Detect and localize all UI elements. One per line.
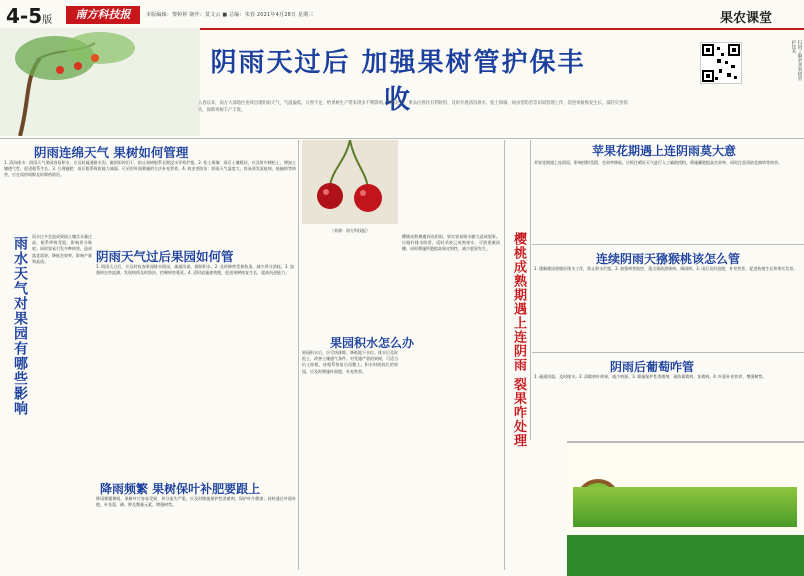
newspaper-logo: 南方科技报 [66, 6, 140, 24]
dateline: 本版编辑：黎婷婷 制作：莫文云 ■ 总编：朱春 2021年4月28日 星期三 [146, 12, 314, 18]
section-body-rain-effects: 雨水过多会造成果园土壤含水量过高，根系呼吸受阻，影响养分吸收；同时容易引发多种病害，造成落花落果，降低坐果率，影响产量和品质。 [32, 234, 92, 264]
column-divider [504, 140, 505, 570]
section-body-kiwi: 1. 猕猴桃园要做好排水工作，防止积水烂根。2. 加强病害防控，重点预防溃疡病、褐斑病。3. 雨后及时追肥，补充营养，促进枝梢生长和果实发育。 [534, 266, 798, 271]
section-body-apple-flower: 苹果花期遇上连阴雨，影响授粉受精，坐果率降低。应抓住晴好天气进行人工辅助授粉，喷施硼肥提高坐果率，同时注意预防花腐病等病害。 [534, 160, 782, 165]
divider [532, 244, 804, 245]
ad-brand-banner [573, 487, 797, 527]
section-body-after-rain: 1. 阴雨天过后，应及时检查果园排水情况，疏通沟渠，排除积水。2. 及时修剪受损枝条，减少养分消耗。3. 加强病虫害监测，发现病情及时防治，控制病害蔓延。4. 适时追施速效肥，促进果树恢复生长，提高抗逆能力。 [96, 264, 294, 276]
section-title-leaf-fertilizer: 降雨频繁 果树保叶补肥要跟上 [100, 482, 261, 496]
section-body-grape: 1. 疏通沟渠，及时排水。2. 清除病叶病果，减少病源。3. 喷施保护性杀菌剂，预防霜霉病、灰霉病。4. 叶面补充营养，增强树势。 [534, 374, 767, 379]
page-number: 4-5版 [6, 4, 53, 28]
section-title-rain-effects: 雨水天气对果园有哪些影响 [12, 236, 28, 416]
column-divider [530, 140, 531, 440]
divider [532, 352, 804, 353]
section-title-apple-flower: 苹果花期遇上连阴雨莫大意 [592, 144, 737, 158]
section-title-grape: 阴雨后葡萄咋管 [610, 360, 695, 374]
lead-paragraph: 入春以来，南方大部地区连续出现阴雨天气，气温偏低，日照不足，给果树生产带来诸多不利影响。阴雨过后，果农应抓住有利时机，及时开展清沟排水、松土保墒、病虫害防治等田间管理工作，促进果树恢复生长，减轻灾害损失，保障果树丰产丰收。 [198, 101, 628, 113]
section-title-waterlogging: 果园积水怎么办 [330, 336, 415, 350]
section-title-cherry-cracking: 樱桃成熟期遇上连阴雨 裂果咋处理 [511, 232, 526, 448]
section-title-rainy-management: 阴雨连绵天气 果树如何管理 [34, 145, 189, 160]
section-body-rainy-management: 1. 清沟排水：阴雨天气果园容易积水，应及时疏通排水沟，做到雨停田干，防止果树根系长期浸水导致烂根。2. 松土保墒：雨后土壤板结，应及时中耕松土，增加土壤透气性，促进根系生长。3. 合理施肥：雨后根系吸收能力减弱，可采用叶面喷施的方法补充营养。4. 病虫害防治：阴雨天气湿度大，容易诱发炭疽病、疮痂病等病害，应在雨停间隙及时喷药防治。 [4, 160, 296, 178]
byline: （来源：南方科技报） [330, 228, 370, 233]
section-body-cherry-cracking: 樱桃成熟期遇到连阴雨，果实容易吸水膨大造成裂果。应做好排水防涝，适时采收已成熟果实，可搭建避雨棚，同时喷施钙肥提高果皮韧性，减少裂果发生。 [402, 234, 500, 252]
section-body-waterlogging: 果园积水后，应尽快排除，降低地下水位。排水后及时松土，改善土壤通气条件。对受淹严重的果树，可适当扒土晾根，待根系恢复后再覆土。积水时间较长的果园，应及时喷施叶面肥，补充营养。 [302, 350, 398, 374]
orchard-illustration-icon [0, 28, 200, 136]
section-body-leaf-fertilizer: 降雨频繁期间，果树叶片容易受损，养分流失严重。应及时喷施保护性杀菌剂，保护叶片健康；同时通过叶面补肥，补充氮、磷、钾及微量元素，增强树势。 [96, 496, 296, 508]
ad-footer [567, 535, 804, 576]
page-headline: 阴雨天过后 加强果树管护保丰收 [210, 48, 586, 115]
cherry-photo-icon [302, 140, 398, 224]
section-title-kiwi: 连续阴雨天猕猴桃该怎么管 [596, 252, 741, 266]
section-tag: 果农课堂 [720, 11, 773, 26]
divider [0, 138, 804, 139]
qr-code[interactable] [700, 42, 742, 84]
advertisement[interactable] [567, 441, 804, 574]
qr-caption: 扫码了解更多果树管护技术 [791, 40, 802, 81]
section-title-after-rain: 阴雨天气过后果园如何管 [96, 249, 234, 264]
column-divider [298, 140, 299, 570]
